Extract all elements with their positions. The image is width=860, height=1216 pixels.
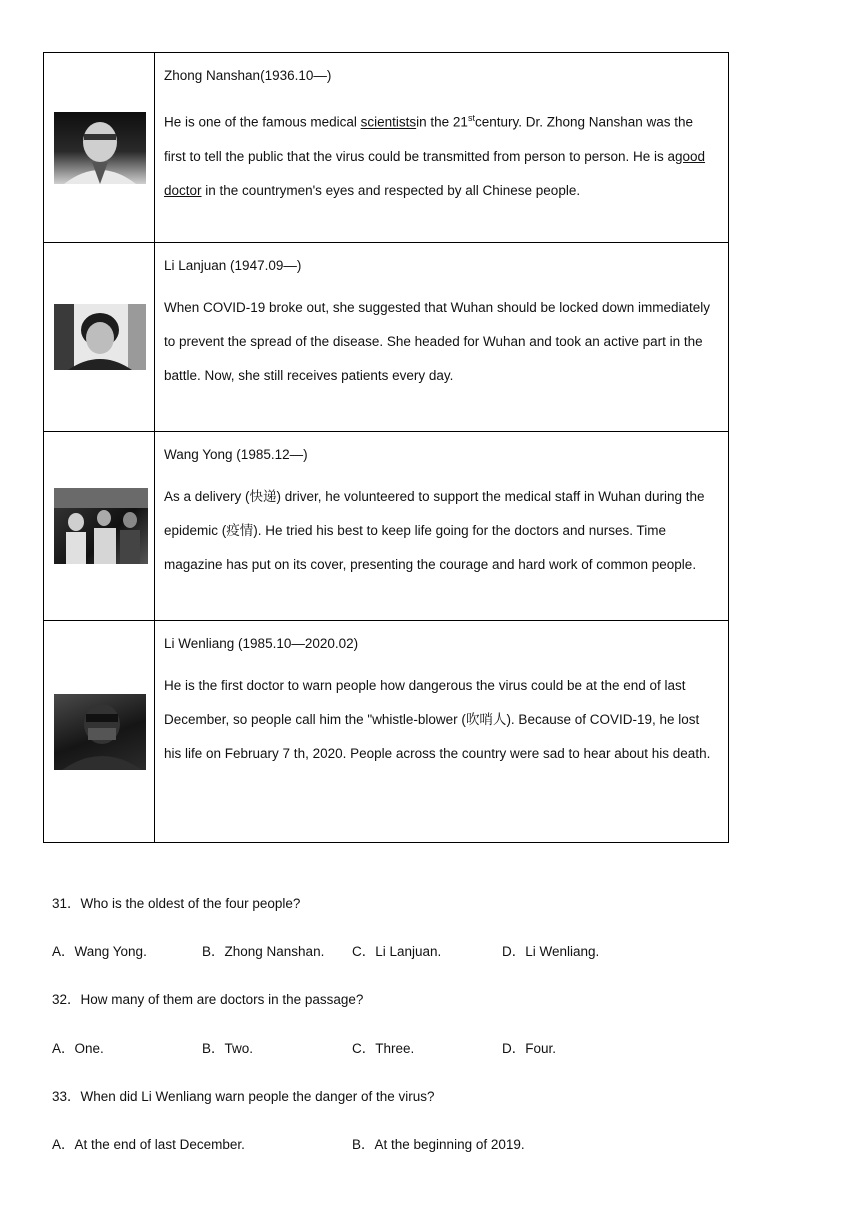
person-name: Li Lanjuan (1947.09—)	[164, 258, 302, 273]
person-description: When COVID-19 broke out, she suggested that Wuhan should be locked down immediately to prevent the spread of the disease. She headed for Wuhan and took an active part in the battle. Now, she still receives patients every day.	[164, 300, 711, 383]
option-a[interactable]: A．One.	[52, 1041, 104, 1056]
option-b[interactable]: B．At the beginning of 2019.	[352, 1137, 525, 1152]
person-name: Li Wenliang (1985.10—2020.02)	[164, 636, 359, 651]
person-info	[155, 243, 729, 432]
people-table	[43, 52, 729, 843]
photo-cell	[44, 432, 155, 621]
person-description: As a delivery (快递) driver, he volunteered to support the medical staff in Wuhan during the epidemic (疫情). He tried his best to keep life going for the doctors and nurses. Time magazine has put on its cover, presenting the courage and hard work of common people.	[164, 489, 705, 572]
person-name: Zhong Nanshan(1936.10—)	[164, 68, 332, 83]
question-31: 31．Who is the oldest of the four people?	[52, 896, 301, 911]
option-a[interactable]: A．At the end of last December.	[52, 1137, 245, 1152]
person-description: He is one of the famous medical scientistsin the 21stcentury. Dr. Zhong Nanshan was the first to tell the public that the virus could be transmitted from person to person. He is agood doctor in the countrymen's eyes and respected by all Chinese people.	[164, 113, 706, 198]
option-a[interactable]: A．Wang Yong.	[52, 944, 147, 959]
photo-cell	[44, 243, 155, 432]
option-b[interactable]: B．Two.	[202, 1041, 254, 1056]
portrait-photo-li-wenliang	[54, 694, 146, 770]
option-c[interactable]: C．Three.	[352, 1041, 415, 1056]
table-row	[44, 53, 729, 243]
person-info	[155, 53, 729, 243]
option-d[interactable]: D．Four.	[502, 1041, 557, 1056]
photo-cell	[44, 621, 155, 843]
underlined-word: scientists	[360, 114, 417, 130]
question-33: 33．When did Li Wenliang warn people the danger of the virus?	[52, 1089, 435, 1104]
person-info	[155, 432, 729, 621]
person-description: He is the first doctor to warn people how dangerous the virus could be at the end of last December, so people call him the "whistle-blower (吹哨人). Because of COVID-19, he lost his life on February 7 th, 2020. People across the country were sad to hear about his death.	[164, 678, 711, 761]
option-b[interactable]: B．Zhong Nanshan.	[202, 944, 325, 959]
option-d[interactable]: D．Li Wenliang.	[502, 944, 600, 959]
question-32: 32．How many of them are doctors in the passage?	[52, 992, 364, 1007]
portrait-photo-zhong-nanshan	[54, 112, 146, 184]
table-row	[44, 432, 729, 621]
underlined-phrase: good doctor	[164, 148, 706, 198]
option-c[interactable]: C．Li Lanjuan.	[352, 944, 442, 959]
table-row	[44, 621, 729, 843]
person-name: Wang Yong (1985.12—)	[164, 447, 308, 462]
portrait-photo-wang-yong	[54, 488, 148, 564]
portrait-photo-li-lanjuan	[54, 304, 146, 370]
table-row	[44, 243, 729, 432]
person-info	[155, 621, 729, 843]
photo-cell	[44, 53, 155, 243]
